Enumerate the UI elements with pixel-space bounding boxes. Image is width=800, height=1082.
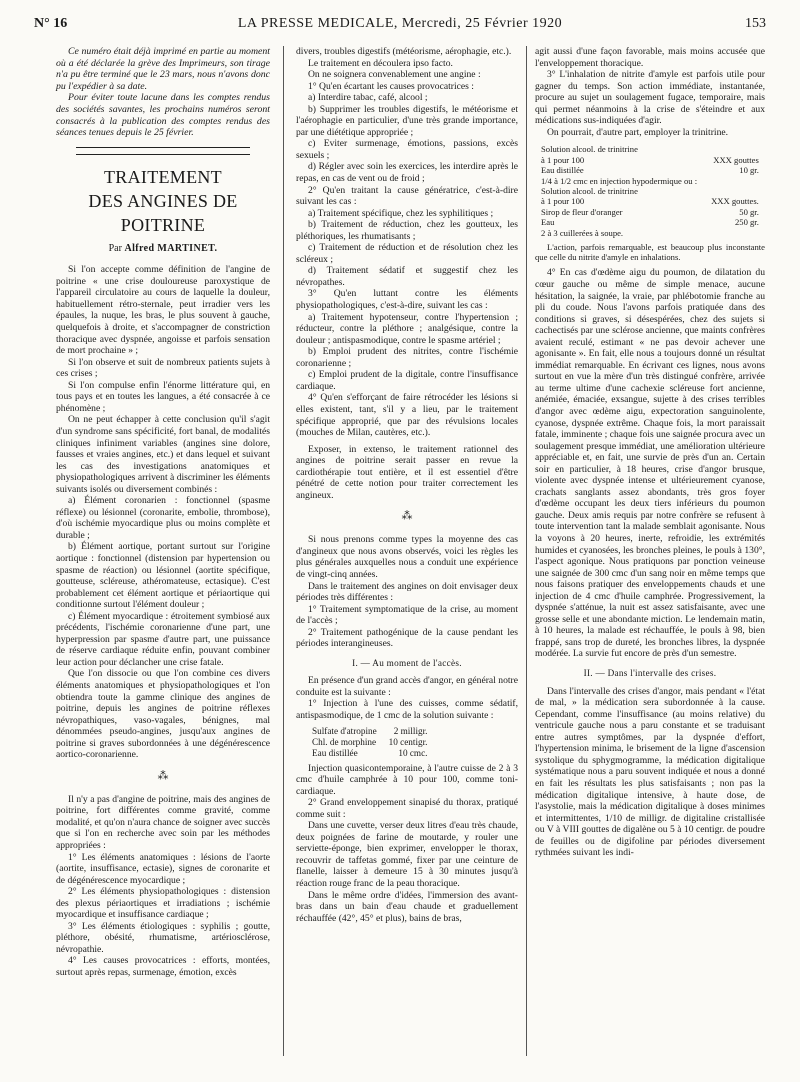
strike-notice: Pour éviter toute lacune dans les comptes rendus des sociétés savantes, les prochains numéros seront consacrés à la publication des comptes rendus des séances tenues depuis le 25 février. [56, 92, 270, 139]
article-author: Par Alfred MARTINET. [108, 242, 218, 254]
paragraph: 4° Qu'en s'efforçant de faire rétrocéder les lésions si elles existent, tant, s'il y a lieu, par le traitement spécifique approprié, que par des révulsions locales (mouches de Milan, cautères, etc.). [296, 392, 518, 439]
paragraph: 4° En cas d'œdème aigu du poumon, de dilatation du cœur gauche ou même de simple menace, aucune hésitation, la saignée, la vraie, par phlébotomie franche au pli du coude. Nous l'avons parfois pratiquée dans des conditions si graves, si désespérées, chez des sujets si cachectisés par une sclérose ancienne, que maints confrères avaient reculé, estimant « ne pas devoir achever une agonisante ». En fait, elle nous a toujours donné un résultat immédiat remarquable. En écrivant ces lignes, nous avons surtout en vue la mère d'un très distingué confrère, arrivée au terme ultime d'une cachexie scléreuse fort ancienne, anémiée, émaciée, exsangue, sujette à des crises terribles d'angor avec œdème aigu, expectoration sanguinolente, cyanose, dyspnée extrême. Chaque fois, la mort paraissait fatale, imminente ; chaque fois une saignée procura avec un soulagement presque immédiat, une amélioration ultérieure appréciable et, en fait, une survie de près d'un an. Certain soir en particulier, à 18 heures, crise d'angor brusque, violente avec dyspnée intense et ultérieurement cyanose, crachats sanglants assez abondants, très gros foyer d'œdème occupant les deux tiers inférieurs du poumon gauche. Deux amis requis par notre confrère se refusent à toute intervention tant la malade semblait agonisante. Nous la voyons à 20 heures, inerte, refroidie, les extrémités humides et cyanosées, les bronches pleines, le pouls à 130°, l'aspect agonique. Nous pratiquons par ponction veineuse une saignée de 300 cmc d'un sang noir en même temps que nous faisons pratiquer des enveloppements chauds et une injection de 4 cmc d'huile camphrée. Progressivement, la dyspnée s'atténue, la nuit est assez satisfaisante, avec une grosse selle et une abondante miction. Le lendemain matin, à 10 heures, la malade est réchauffée, le pouls à 98, bien frappé, sans trop de dureté, les bronches libres, la dyspnée modérée. La survie fut encore de près d'un semestre. [535, 267, 765, 660]
formula-row: à 1 pour 100 XXX gouttes. [541, 196, 759, 207]
paragraph: On ne peut échapper à cette conclusion qu'il s'agit d'un syndrome sans spécificité, fort banal, de modalités cliniques infiniment variables (angines sine dolore, fausses et vraies angines, etc.) et dans lequel et suivant les cas des investigations anatomiques et physiopathologiques arrivent à discriminer les éléments suivants isolés ou diversement combinés : [56, 414, 270, 495]
paragraph: En présence d'un grand accès d'angor, en général notre conduite est la suivante : [296, 675, 518, 698]
paragraph: b) Traitement de réduction, chez les goutteux, les pléthoriques, les rhumatisants ; [296, 219, 518, 242]
column-divider [526, 46, 527, 1056]
column-2 [296, 46, 518, 924]
column-divider [283, 46, 284, 1056]
paragraph: Si nous prenons comme types la moyenne des cas d'angineux que nous avons observés, voici les règles les plus générales auxquelles nous a conduit une expérience de vingt-cinq années. [296, 534, 518, 580]
issue-number: N° 16 [34, 16, 68, 31]
paragraph: a) Traitement hypotenseur, contre l'hypertension ; réducteur, contre la pléthore ; analgésique, contre la douleur ; antispasmodique, contre le spasme artériel ; [296, 311, 518, 346]
section-heading: I. — Au moment de l'accès. [352, 657, 462, 668]
formula-row: à 1 pour 100 XXX gouttes [541, 154, 759, 165]
paragraph: c) Eviter surmenage, émotions, passions, excès sexuels ; [296, 138, 518, 161]
formula-row: Eau 250 gr. [541, 217, 759, 228]
paragraph: b) Supprimer les troubles digestifs, le météorisme et l'aérophagie en particulier, d'une très grande importance, par une diététique appropriée ; [296, 103, 518, 138]
formula-row: Solution alcool. de trinitrine [541, 144, 638, 155]
divider [76, 147, 250, 148]
paragraph: c) Traitement de réduction et de résolution chez les scléreux ; [296, 242, 518, 265]
formula-note: L'action, parfois remarquable, est beaucoup plus inconstante que celle du nitrite d'amyle en inhalations. [535, 242, 765, 263]
column-1 [56, 46, 270, 979]
formula-row: Eau distillée 10 gr. [541, 165, 759, 176]
paragraph: 3° Les éléments étiologiques : syphilis ; goutte, pléthore, obésité, rhumatisme, artériosclérose, névropathie. [56, 920, 270, 955]
paragraph: 1° Les éléments anatomiques : lésions de l'aorte (aortite, insuffisance, ectasie), signes de coronarite et de dégénérescence myocardique ; [56, 851, 270, 886]
paragraph: 3° Qu'en luttant contre les éléments physiopathologiques, c'est-à-dire, suivant les cas : [296, 288, 518, 312]
paragraph: c) Élément myocardique : étroitement symbiosé aux précédents, l'ischémie coronarienne d'une part, une hyperpression par spasme d'autre part, une puissance de réserve cardiaque réduite enfin, pouvant combiner leur action pour déclancher une crise fatale. [56, 610, 270, 668]
column-3 [535, 46, 765, 859]
paragraph: 2° Qu'en traitant la cause génératrice, c'est-à-dire suivant les cas : [296, 184, 518, 208]
paragraph: Dans le même ordre d'idées, l'immersion des avant-bras dans un bain d'eau chaude et graduellement réchauffée (42°, 45° et plus), bains de bras, [296, 889, 518, 924]
paragraph: Injection quasicontemporaine, à l'autre cuisse de 2 à 3 cmc d'huile camphrée à 10 pour 100, comme toni-cardiaque. [296, 762, 518, 797]
paragraph: a) Élément coronarien : fonctionnel (spasme réflexe) ou lésionnel (coronarite, embolie, thrombose), d'où ischémie myocardique plus ou moins complète et durable ; [56, 495, 270, 541]
paragraph: Exposer, in extenso, le traitement rationnel des angines de poitrine serait passer en revue la cardiothérapie tout entière, et il est essentiel d'être pénétré de cette notion pour traiter correctement les angineux. [296, 443, 518, 501]
divider [76, 154, 250, 155]
formula-row: 2 à 3 cuillerées à soupe. [541, 227, 624, 238]
page-header [34, 16, 766, 38]
paragraph: 2° Les éléments physiopathologiques : distension des plexus périaortiques et irradiations ; ischémie myocardique et insuffisance cardiaque ; [56, 886, 270, 921]
paragraph: Que l'on dissocie ou que l'on combine ces divers éléments anatomiques et physiopathologiques et l'on obtiendra toute la gamme clinique des angines de poitrine, depuis les angines de poitrine réflexes névropathiques, vaso-vagales, bénignes, mal dénommées pseudo-angines, jusqu'aux angines de poitrine si graves subordonnées à une dégénérescence aortico-coronarienne. [56, 668, 270, 761]
formula-table [541, 144, 763, 238]
paragraph: On pourrait, d'autre part, employer la trinitrine. [547, 126, 729, 138]
paragraph: 2° Traitement pathogénique de la cause pendant les périodes interangineuses. [296, 626, 518, 650]
section-heading: II. — Dans l'intervalle des crises. [583, 668, 717, 679]
paragraph: 1° Traitement symptomatique de la crise, au moment de l'accès ; [296, 603, 518, 627]
paragraph: Si l'on compulse enfin l'énorme littérature qui, en tous pays et en toutes les langues, a été consacrée à ce phénomène ; [56, 379, 270, 414]
paragraph: Dans le traitement des angines on doit envisager deux périodes très différentes : [296, 580, 518, 604]
paragraph: 3° L'inhalation de nitrite d'amyle est parfois utile pour gagner du temps. Son action immédiate, instantanée, procure au sujet un soulagement fugace, temporaire, mais qui permet néanmoins à la crise de s'éteindre et aux médications sus-indiquées d'agir. [535, 69, 765, 127]
paragraph: 2° Grand enveloppement sinapisé du thorax, pratiqué comme suit : [296, 797, 518, 820]
paragraph: Si l'on accepte comme définition de l'angine de poitrine « une crise douloureuse paroxystique de l'appareil circulatoire au cours de laquelle la douleur, habituellement rétro-sternale, peut irradier vers les épaules, la nuque, les bras, le plus souvent à gauche, quelquefois à droite, et s'accompagner de constriction thoracique avec dyspnée, angoisse et parfois sensation de mort prochaine » ; [56, 264, 270, 357]
paragraph: Le traitement en découlera ipso facto. [308, 57, 453, 69]
paragraph: b) Élément aortique, portant surtout sur l'origine aortique : fonctionnel (distension par hypertension ou spasme de réaction) ou lésionnel (aortite spécifique, goutteuse, scléreuse, athéromateuse, ectasique). C'est probablement cet élément aortique et périaortique qui conditionne surtout l'élément douleur ; [56, 541, 270, 611]
paragraph: divers, troubles digestifs (météorisme, aérophagie, etc.). [296, 46, 512, 57]
paragraph: On ne soignera convenablement une angine : [308, 69, 481, 81]
journal-name: LA PRESSE MEDICALE, [237, 16, 398, 31]
paragraph: Si l'on observe et suit de nombreux patients sujets à ces crises ; [56, 356, 270, 380]
formula-row: Solution alcool. de trinitrine [541, 186, 638, 196]
prescription-row: Chl. de morphine 10 centigr. [312, 736, 428, 747]
strike-notice: Ce numéro était déjà imprimé en partie au moment où a été déclarée la grève des Imprimeurs, son tirage n'a pu être terminé que le 23 mars, nous n'avons donc pu l'expédier à sa date. [56, 46, 270, 92]
paragraph: 1° Qu'en écartant les causes provocatrices : [308, 80, 474, 92]
asterism: ⁂ [401, 510, 413, 523]
article-title: TRAITEMENT DES ANGINES DE POITRINE [88, 166, 238, 235]
paragraph: Il n'y a pas d'angine de poitrine, mais des angines de poitrine, fort différentes comme gravité, comme modalité, et qu'on n'aura chance de soigner avec succès que si l'on en recherche avec soin par les méthodes appropriées : [56, 793, 270, 851]
formula-row: Sirop de fleur d'oranger 50 gr. [541, 206, 759, 217]
paragraph: Dans une cuvette, verser deux litres d'eau très chaude, deux poignées de farine de moutarde, y rouler une serviette-éponge, bien exprimer, envelopper le thorax, recouvrir de taffetas gommé, fixer par une ceinture de flanelle, laisser à demeure 15 à 30 minutes jusqu'à réaction rouge franc de la peau thoracique. [296, 820, 518, 889]
running-title [34, 16, 766, 32]
prescription-row: Eau distillée 10 cmc. [312, 747, 428, 758]
paragraph: 1° Injection à l'une des cuisses, comme sédatif, antispasmodique, de 1 cmc de la solution suivante : [296, 698, 518, 721]
paragraph: agit aussi d'une façon favorable, mais moins accusée que l'enveloppement thoracique. [535, 46, 765, 69]
asterism: ⁂ [157, 769, 169, 782]
issue-date: Mercredi, 25 Février 1920 [401, 16, 563, 31]
paragraph: 4° Les causes provocatrices : efforts, montées, surtout après repas, surmenage, émotion, excès [56, 955, 270, 979]
formula-row: 1/4 à 1/2 cmc en injection hypodermique ou : [541, 175, 698, 186]
page-number: 153 [745, 16, 766, 31]
paragraph: c) Emploi prudent de la digitale, contre l'insuffisance cardiaque. [296, 369, 518, 392]
paragraph: a) Traitement spécifique, chez les syphilitiques ; [308, 207, 494, 219]
paragraph: b) Emploi prudent des nitrites, contre l'ischémie coronarienne ; [296, 346, 518, 369]
prescription-row: Sulfate d'atropine 2 milligr. [312, 725, 428, 736]
paragraph: d) Régler avec soin les exercices, les interdire après le repas, en cas de vent ou de froid ; [296, 161, 518, 185]
paragraph: a) Interdire tabac, café, alcool ; [308, 92, 428, 104]
paragraph: d) Traitement sédatif et suggestif chez les névropathes. [296, 265, 518, 288]
prescription-table [312, 726, 431, 759]
paragraph: Dans l'intervalle des crises d'angor, mais pendant « l'état de mal, » la médication sera subordonnée à la cause. Cependant, comme l'insuffisance (au moins relative) du ventricule gauche nous a paru constante et se traduisant entre autres symptômes, par la dyspnée d'effort, l'hypertension minima, le brisement de la ligne d'ascension systolique du sphygmogramme, la médication digitalique systématique nous a paru souvent indiquée et nous a donné en fait les résultats les plus satisfaisants ; non pas la médication digitalique intensive, à haute dose, de l'asystolie, mais la médication digitalique à doses minimes et intermittentes, 1/10 de milligr. de digitaline cristallisée ou V à VIII gouttes de digalène ou 5 à 10 centigr. de poudre de feuilles ou de digifoline par périodes diversement rythmées suivant les indi- [535, 685, 765, 859]
